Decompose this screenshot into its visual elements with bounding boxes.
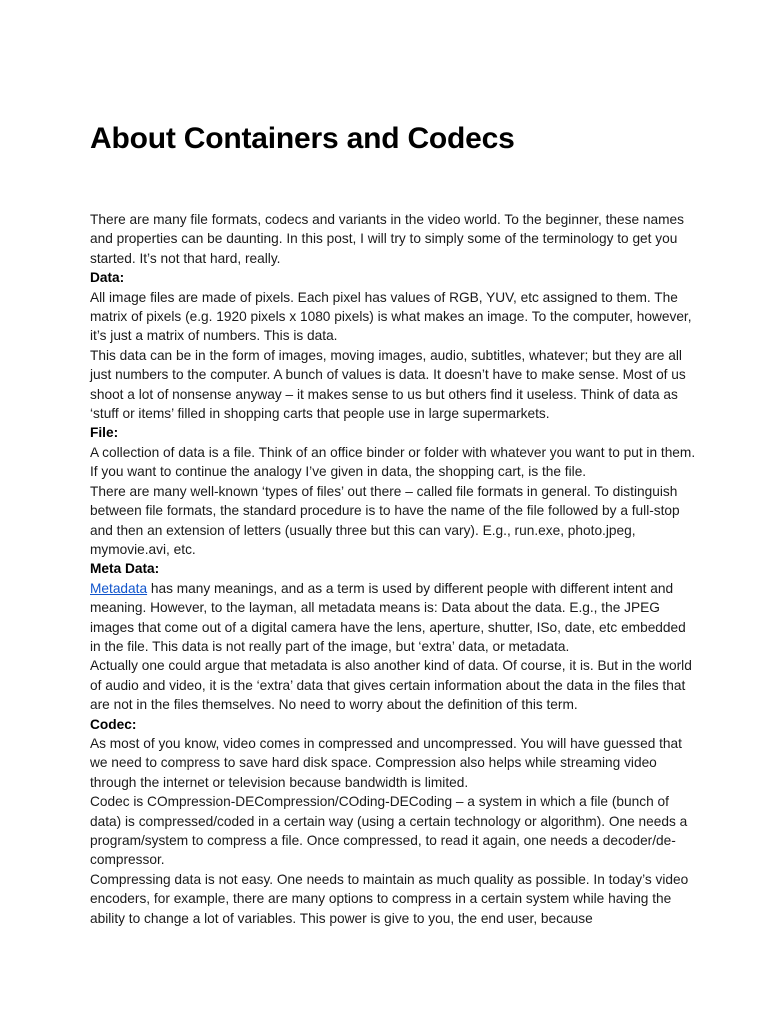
paragraph: This data can be in the form of images, moving images, audio, subtitles, whatever; but they are all just numbers to the computer. A bunch of values is data. It doesn’t have to make sense. Most of us shoot a lot of nonsense anyway – it makes sense to us but others find it useless. Think of data as ‘stuff or items’ filled in shopping carts that people use in large supermarkets. [90,347,686,422]
paragraph: As most of you know, video comes in compressed and uncompressed. You will have guessed that we need to compress to save hard disk space. Compression also helps while streaming video through the internet or television because bandwidth is limited. [90,735,682,790]
paragraph-text: has many meanings, and as a term is used by different people with different intent and meaning. However, to the layman, all metadata means is: Data about the data. E.g., the JPEG images that come out of a digital camera have the lens, aperture, shutter, ISo, date, etc embedded in the file. This data is not really part of the image, but ‘extra’ data, or metadata. [90,580,686,654]
article-body [90,210,700,928]
section-heading-data: Data: [90,270,125,286]
paragraph: All image files are made of pixels. Each pixel has values of RGB, YUV, etc assigned to them. The matrix of pixels (e.g. 1920 pixels x 1080 pixels) is what makes an image. To the computer, however, it’s just a matrix of numbers. This is data. [90,289,692,344]
paragraph: Codec is COmpression-DECompression/COding-DECoding – a system in which a file (bunch of data) is compressed/coded in a certain way (using a certain technology or algorithm). One needs a program/system to compress a file. Once compressed, to read it again, one needs a decoder/de-compressor. [90,794,688,868]
paragraph [90,579,700,657]
section-heading-metadata: Meta Data: [90,561,160,577]
metadata-link[interactable]: Metadata [90,580,148,596]
section-heading-file: File: [90,425,119,441]
paragraph: Actually one could argue that metadata is also another kind of data. Of course, it is. But in the world of audio and video, it is the ‘extra’ data that gives certain information about the data in the files that are not in the files themselves. No need to worry about the definition of this term. [90,658,692,713]
paragraph: Compressing data is not easy. One needs to maintain as much quality as possible. In today’s video encoders, for example, there are many options to compress in a certain system while having the ability to change a lot of variables. This power is give to you, the end user, because [90,871,689,926]
intro-paragraph: There are many file formats, codecs and variants in the video world. To the beginner, these names and properties can be daunting. In this post, I will try to simply some of the terminology to get you started. It’s not that hard, really. [90,212,684,266]
page-title: About Containers and Codecs [90,122,515,155]
section-heading-codec: Codec: [90,716,137,732]
paragraph: There are many well-known ‘types of files’ out there – called file formats in general. To distinguish between file formats, the standard procedure is to have the name of the file followed by a full-stop and then an extension of letters (usually three but this can vary). E.g., run.exe, photo.jpeg, mymovie.avi, etc. [90,483,680,557]
paragraph: A collection of data is a file. Think of an office binder or folder with whatever you want to put in them. If you want to continue the analogy I’ve given in data, the shopping cart, is the file. [90,444,696,480]
